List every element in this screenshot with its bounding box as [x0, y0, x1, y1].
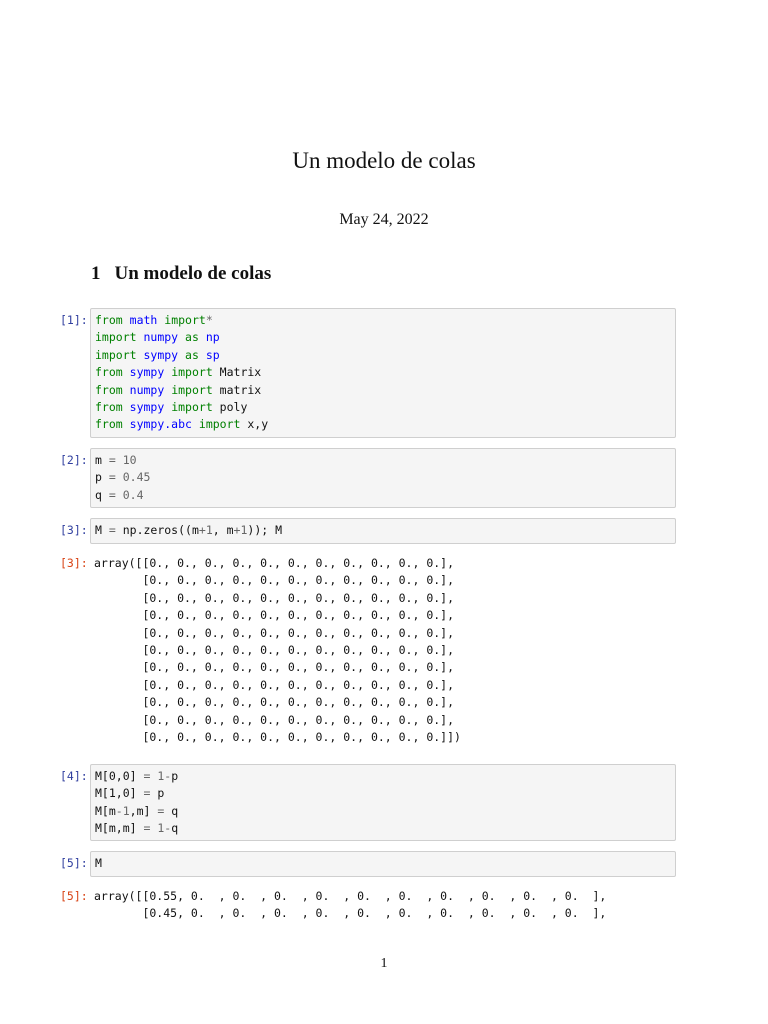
- keyword-token: from: [95, 382, 123, 397]
- module-token: numpy: [143, 330, 179, 345]
- output-prompt: [5]:: [60, 889, 88, 903]
- operator-token: *: [205, 313, 213, 327]
- input-prompt: [2]:: [60, 453, 88, 467]
- section-number: 1: [91, 263, 101, 284]
- code-block: M[0,0] = 1-p M[1,0] = p M[m-1,m] = q M[m,m] = 1-q: [95, 769, 179, 836]
- code-token: [178, 348, 185, 362]
- module-token: np: [205, 330, 220, 345]
- code-token: [178, 330, 185, 344]
- module-token: math: [129, 313, 158, 327]
- code-token: [192, 417, 199, 431]
- keyword-token: from: [95, 313, 123, 327]
- section-heading: [91, 263, 271, 285]
- document-date: May 24, 2022: [339, 211, 429, 228]
- page-number: 1: [380, 956, 388, 971]
- module-token: sympy: [129, 400, 165, 415]
- keyword-token: import: [171, 365, 213, 380]
- keyword-token: as: [185, 347, 199, 362]
- code-token: [199, 348, 206, 362]
- module-token: sympy: [143, 347, 179, 362]
- code-token: [199, 330, 206, 344]
- output-text: array([[0., 0., 0., 0., 0., 0., 0., 0., 0., 0., 0.], [0., 0., 0., 0., 0., 0., 0., 0., 0., 0., 0.], [0., 0., 0., 0., 0., 0., 0., 0., 0., 0., 0.], [0., 0., 0., 0., 0., 0., 0., 0., 0., 0., 0.], [0., 0., 0., 0., 0., 0., 0., 0., 0., 0., 0.], [0., 0., 0., 0., 0., 0., 0., 0., 0., 0., 0.], [0., 0., 0., 0., 0., 0., 0., 0., 0., 0., 0.], [0., 0., 0., 0., 0., 0., 0., 0., 0., 0., 0.], [0., 0., 0., 0., 0., 0., 0., 0., 0., 0., 0.], [0., 0., 0., 0., 0., 0., 0., 0., 0., 0., 0.], [0., 0., 0., 0., 0., 0., 0., 0., 0., 0., 0.]]): [94, 556, 461, 745]
- code-token: poly: [212, 400, 248, 415]
- input-prompt: [3]:: [60, 523, 88, 537]
- document-title: Un modelo de colas: [292, 148, 476, 173]
- module-token: sympy.abc: [129, 417, 192, 432]
- code-token: [123, 313, 130, 327]
- input-prompt: [5]:: [60, 856, 88, 870]
- keyword-token: import: [198, 417, 241, 432]
- keyword-token: import: [171, 382, 213, 397]
- code-token: [123, 365, 130, 379]
- code-input-box[interactable]: [90, 851, 676, 877]
- keyword-token: import: [95, 330, 137, 345]
- module-token: numpy: [129, 382, 165, 397]
- code-token: [123, 417, 130, 431]
- input-prompt: [1]:: [60, 313, 88, 327]
- module-token: sympy: [129, 365, 165, 380]
- code-token: Matrix: [212, 365, 262, 380]
- keyword-token: as: [185, 330, 199, 345]
- code-block: M = np.zeros((m+1, m+1)); M: [95, 523, 283, 537]
- keyword-token: from: [95, 417, 123, 432]
- code-token: matrix: [212, 382, 262, 397]
- code-input-box[interactable]: [90, 448, 676, 508]
- code-block: m = 10 p = 0.45 q = 0.4: [95, 453, 151, 502]
- input-prompt: [4]:: [60, 769, 88, 783]
- code-block: [95, 312, 671, 434]
- code-token: [123, 383, 130, 397]
- code-input-box[interactable]: [90, 518, 676, 544]
- keyword-token: import: [164, 313, 206, 327]
- keyword-token: from: [95, 365, 123, 380]
- keyword-token: from: [95, 400, 123, 415]
- code-input-box[interactable]: [90, 308, 676, 438]
- output-text: array([[0.55, 0. , 0. , 0. , 0. , 0. , 0. , 0. , 0. , 0. , 0. ], [0.45, 0. , 0. , 0. , 0. , 0. , 0. , 0. , 0. , 0. , 0. ],: [94, 889, 607, 921]
- code-input-box[interactable]: [90, 764, 676, 841]
- code-token: [123, 400, 130, 414]
- code-block: M: [95, 856, 102, 870]
- section-title: Un modelo de colas: [114, 263, 272, 284]
- code-token: x,y: [240, 417, 269, 432]
- keyword-token: import: [171, 400, 213, 415]
- output-prompt: [3]:: [60, 556, 88, 570]
- keyword-token: import: [95, 347, 137, 362]
- module-token: sp: [205, 347, 220, 362]
